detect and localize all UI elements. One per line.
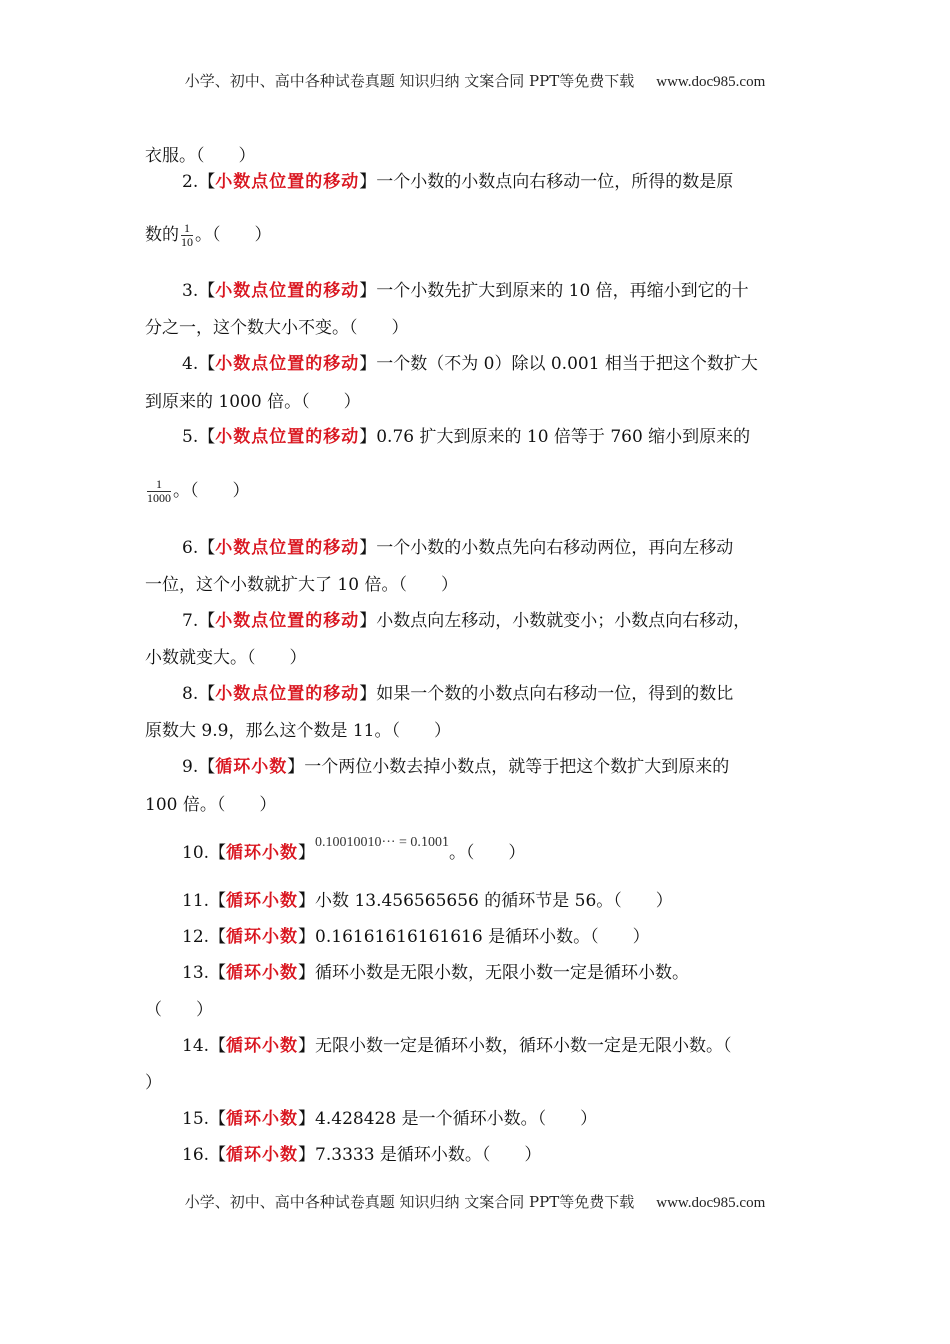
question-9: 9.【循环小数】一个两位小数去掉小数点，就等于把这个数扩大到原来的 bbox=[182, 757, 730, 777]
question-tag: 循环小数 bbox=[226, 963, 299, 983]
question-6: 6.【小数点位置的移动】一个小数的小数点先向右移动两位，再向左移动 bbox=[182, 538, 734, 558]
question-4: 4.【小数点位置的移动】一个数（不为 0）除以 0.001 相当于把这个数扩大 bbox=[182, 354, 758, 374]
question-12: 12.【循环小数】0.16161616161616 是循环小数。（ ） bbox=[182, 927, 650, 947]
question-8: 8.【小数点位置的移动】如果一个数的小数点向右移动一位，得到的数比 bbox=[182, 684, 734, 704]
question-tag: 循环小数 bbox=[226, 927, 299, 947]
question-5: 5.【小数点位置的移动】0.76 扩大到原来的 10 倍等于 760 缩小到原来的 bbox=[182, 427, 751, 447]
question-8-cont: 原数大 9.9，那么这个数是 11。（ ） bbox=[145, 721, 451, 741]
question-tag: 小数点位置的移动 bbox=[215, 281, 360, 301]
page-header bbox=[0, 70, 950, 91]
question-tag: 小数点位置的移动 bbox=[215, 611, 360, 631]
question-11: 11.【循环小数】小数 13.456565656 的循环节是 56。（ ） bbox=[182, 891, 673, 911]
question-13: 13.【循环小数】循环小数是无限小数，无限小数一定是循环小数。 bbox=[182, 963, 690, 983]
question-14-cont: ） bbox=[145, 1073, 162, 1093]
header-site: www.doc985.com bbox=[656, 74, 766, 90]
question-tag: 小数点位置的移动 bbox=[215, 538, 360, 558]
question-9-cont: 100 倍。（ ） bbox=[145, 795, 277, 815]
line-continuation: 衣服。（ ） bbox=[145, 146, 256, 166]
question-5-cont: $\frac{1}{1000}$ 。（ ） bbox=[147, 477, 250, 505]
footer-site: www.doc985.com bbox=[656, 1195, 766, 1211]
question-tag: 小数点位置的移动 bbox=[215, 427, 360, 447]
repeating-decimal-expression: 0.10010010··· = 0.· 100· 1 bbox=[315, 835, 449, 850]
question-6-cont: 一位，这个小数就扩大了 10 倍。（ ） bbox=[145, 575, 458, 595]
question-tag: 小数点位置的移动 bbox=[215, 354, 360, 374]
question-tag: 小数点位置的移动 bbox=[215, 172, 360, 192]
question-2-cont: 数的 $\frac{1}{10}$ 。（ ） bbox=[145, 221, 272, 249]
question-2: 2.【小数点位置的移动】一个小数的小数点向右移动一位，所得的数是原 bbox=[182, 172, 734, 192]
question-tag: 循环小数 bbox=[226, 891, 299, 911]
header-text: 小学、初中、高中各种试卷真题 知识归纳 文案合同 PPT等免费下载 bbox=[184, 72, 635, 90]
question-tag: 循环小数 bbox=[226, 1145, 299, 1165]
question-10: 10.【循环小数】$^{0.10010010\cdot\cdot\cdot = 0.\cdot 100\cdot 1}$。（ ） bbox=[182, 841, 525, 867]
question-3-cont: 分之一，这个数大小不变。（ ） bbox=[145, 318, 409, 338]
question-14: 14.【循环小数】无限小数一定是循环小数，循环小数一定是无限小数。（ bbox=[182, 1036, 732, 1056]
fraction: $\frac{1}{10}$ bbox=[181, 221, 193, 249]
fraction: $\frac{1}{1000}$ bbox=[147, 477, 171, 505]
question-7-cont: 小数就变大。（ ） bbox=[145, 648, 307, 668]
question-3: 3.【小数点位置的移动】一个小数先扩大到原来的 10 倍，再缩小到它的十 bbox=[182, 281, 749, 301]
question-4-cont: 到原来的 1000 倍。（ ） bbox=[145, 392, 361, 412]
question-tag: 小数点位置的移动 bbox=[215, 684, 360, 704]
question-tag: 循环小数 bbox=[215, 757, 288, 777]
question-13-cont: （ ） bbox=[145, 1000, 213, 1020]
question-15: 15.【循环小数】4.428428 是一个循环小数。（ ） bbox=[182, 1109, 598, 1129]
footer-text: 小学、初中、高中各种试卷真题 知识归纳 文案合同 PPT等免费下载 bbox=[184, 1193, 635, 1211]
page-footer bbox=[0, 1191, 950, 1212]
question-16: 16.【循环小数】7.3333 是循环小数。（ ） bbox=[182, 1145, 542, 1165]
question-7: 7.【小数点位置的移动】小数点向左移动，小数就变小；小数点向右移动， bbox=[182, 611, 751, 631]
question-tag: 循环小数 bbox=[226, 843, 299, 863]
question-tag: 循环小数 bbox=[226, 1036, 299, 1056]
question-tag: 循环小数 bbox=[226, 1109, 299, 1129]
